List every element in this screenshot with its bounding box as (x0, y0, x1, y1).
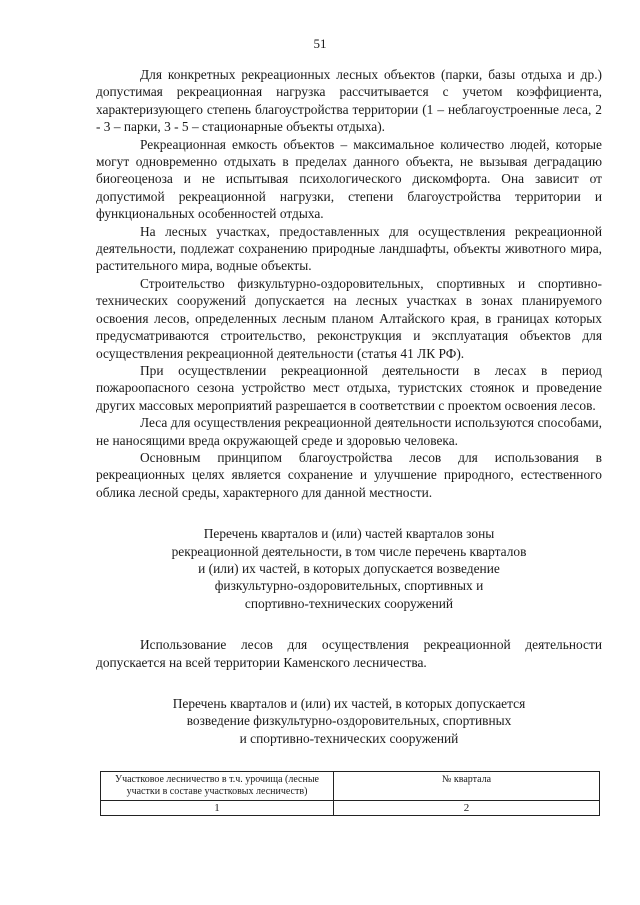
paragraph: Основным принципом благоустройства лесов для использования в рекреационных целях является сохранение и улучшение природного, естественного облика лесной среды, характерного для данной местности. (96, 449, 602, 500)
heading-line: возведение физкультурно-оздоровительных, спортивных (186, 713, 512, 729)
heading-line: Перечень кварталов и (или) их частей, в которых допускается (172, 696, 526, 711)
column-header-quarter-number: № квартала (334, 772, 600, 801)
paragraph: Для конкретных рекреационных лесных объектов (парки, базы отдыха и др.) допустимая рекреационная нагрузка рассчитывается с учетом коэффициента, характеризующего степень благоустройства территории (1 – неблагоустроенные леса, 2 - 3 – парки, 3 - 5 – стационарные объекты отдыха). (96, 67, 602, 135)
section-heading-recreation-zone (96, 525, 602, 612)
document-body (96, 66, 602, 747)
page-number: 51 (313, 36, 327, 51)
paragraph: Рекреационная емкость объектов – максимальное количество людей, которые могут одновременно отдыхать в пределах данного объекта, не вызывая деградацию биогеоценоза и не испытывая психологического дискомфорта. Она зависит от допустимой рекреационной нагрузки, степени благоустройства территории и функциональных особенностей отдыха. (96, 136, 602, 222)
quarters-table (100, 771, 600, 816)
heading-line: спортивно-технических сооружений (244, 595, 454, 611)
table-column-numbers-row (101, 801, 600, 816)
paragraph: Леса для осуществления рекреационной деятельности используются способами, не наносящими вреда окружающей среде и здоровью человека. (96, 415, 602, 448)
section-heading-construction-quarters (96, 695, 602, 747)
heading-line: и спортивно-технических сооружений (239, 730, 459, 746)
usage-paragraph: Использование лесов для осуществления рекреационной деятельности допускается на всей территории Каменского лесничества. (96, 637, 602, 670)
column-header-forestry: Участковое лесничество в т.ч. урочища (лесные участки в составе участковых лесничеств) (101, 772, 334, 801)
heading-line: и (или) их частей, в которых допускается возведение (198, 560, 500, 576)
paragraph: При осуществлении рекреационной деятельности в лесах в период пожароопасного сезона устройство мест отдыха, туристских стоянок и проведение других массовых мероприятий разрешается в соответствии с проектом освоения лесов. (96, 362, 602, 413)
column-number: 1 (101, 801, 334, 816)
heading-line: физкультурно-оздоровительных, спортивных и (214, 578, 484, 594)
paragraph: На лесных участках, предоставленных для осуществления рекреационной деятельности, подлежат сохранению природные ландшафты, объекты животного мира, растительного мира, водные объекты. (96, 223, 602, 274)
paragraph: Строительство физкультурно-оздоровительных, спортивных и спортивно-технических сооружений допускается на лесных участках в зонах планируемого освоения лесов, определенных лесным планом Алтайского края, в границах которых предусматриваются строительство, реконструкция и эксплуатация объектов для осуществления рекреационной деятельности (статья 41 ЛК РФ). (96, 275, 602, 361)
heading-line: рекреационной деятельности, в том числе перечень кварталов (171, 543, 527, 559)
table-header-row (101, 772, 600, 801)
column-number: 2 (334, 801, 600, 816)
heading-line: Перечень кварталов и (или) частей кварталов зоны (203, 526, 495, 542)
